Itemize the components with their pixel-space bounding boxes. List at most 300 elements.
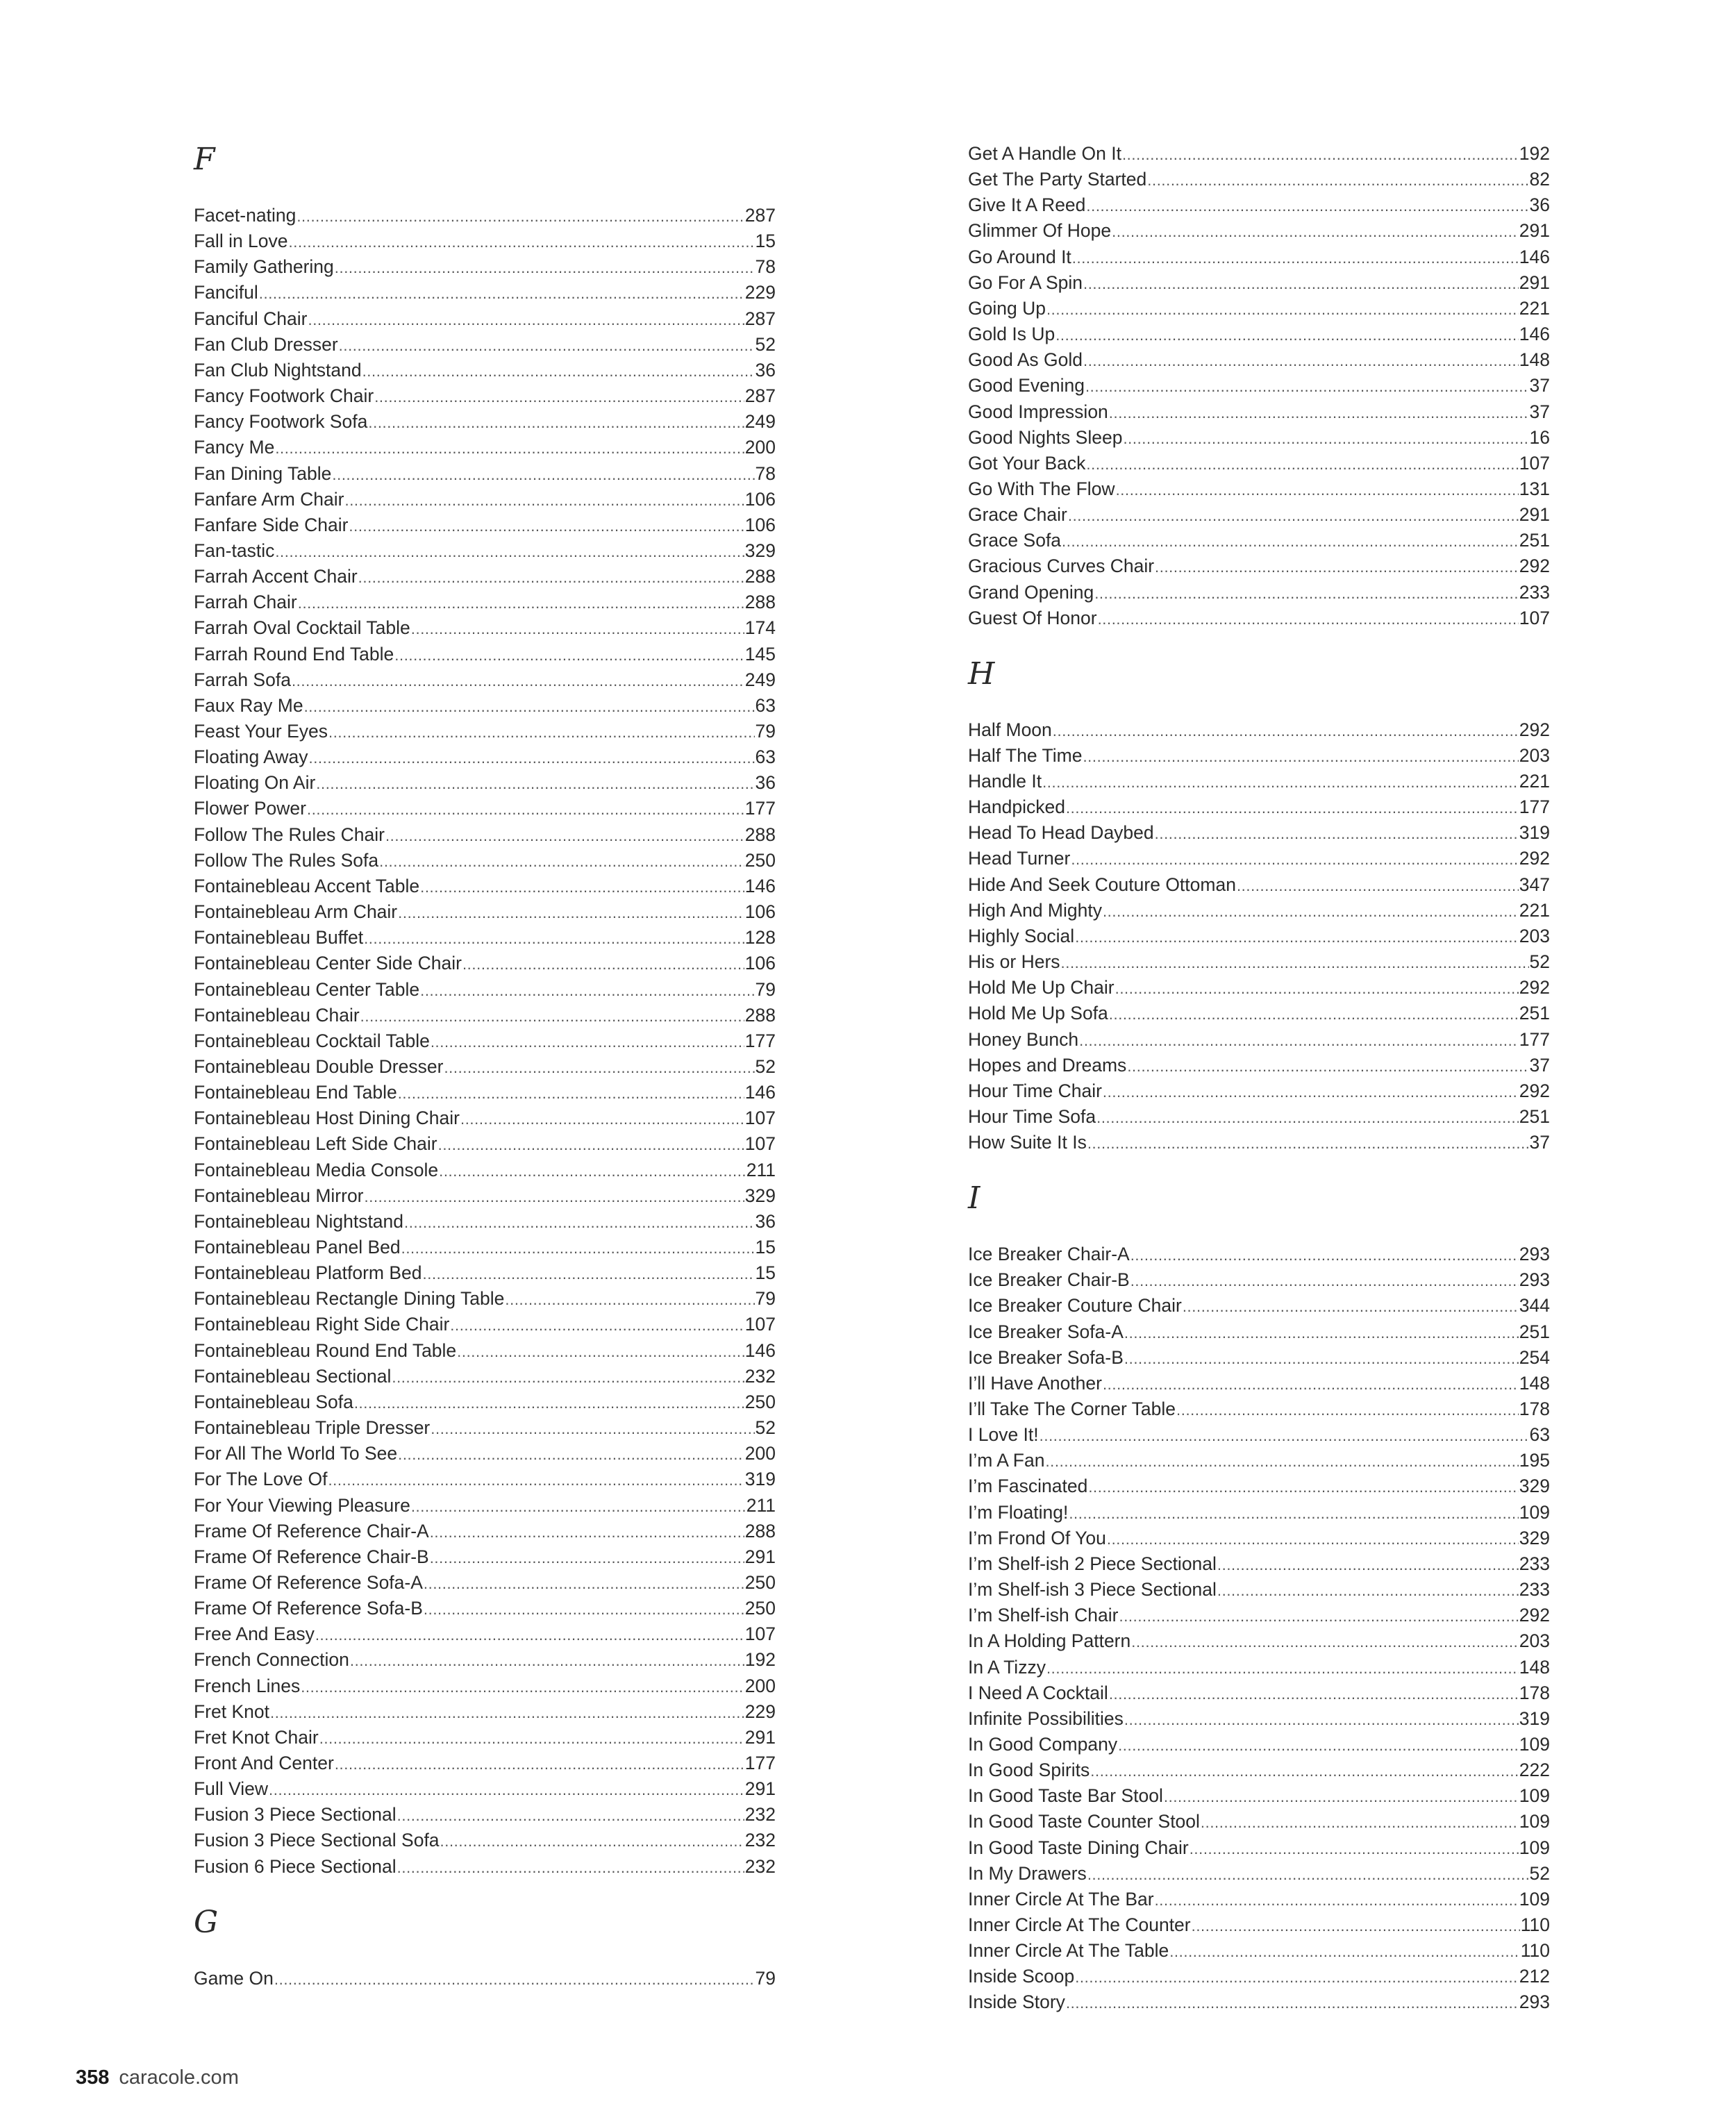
- entry-name: Give It A Reed: [968, 194, 1086, 216]
- section-letter-h: H: [968, 655, 995, 692]
- entry-name: Floating Away: [194, 746, 308, 768]
- entry-page-number: 78: [755, 462, 776, 484]
- entry-page-number: 203: [1519, 925, 1550, 946]
- entry-page-number: 319: [1519, 1707, 1550, 1729]
- entry-page-number: 109: [1519, 1501, 1550, 1523]
- entry-page-number: 329: [1519, 1527, 1550, 1548]
- dot-leader: [270, 1699, 744, 1725]
- entry-page-number: 106: [744, 488, 776, 510]
- index-entry: [194, 642, 776, 667]
- dot-leader: [1164, 1783, 1519, 1809]
- dot-leader: [289, 228, 755, 254]
- entry-name: French Lines: [194, 1675, 301, 1696]
- index-entry: [194, 1519, 776, 1544]
- entry-name: In Good Spirits: [968, 1760, 1090, 1781]
- index-entry: [194, 1312, 776, 1337]
- entry-name: Fontainebleau Center Side Chair: [194, 953, 462, 974]
- entry-page-number: 200: [744, 1675, 776, 1696]
- index-entry: [194, 1544, 776, 1570]
- entry-name: Fan Club Dresser: [194, 333, 338, 355]
- dot-leader: [1046, 296, 1519, 321]
- entry-name: Fan-tastic: [194, 540, 275, 561]
- dot-leader: [1087, 1130, 1529, 1155]
- dot-leader: [1109, 1001, 1519, 1026]
- dot-leader: [1109, 1680, 1519, 1706]
- entry-name: In Good Company: [968, 1733, 1118, 1755]
- entry-name: Frame Of Reference Chair-A: [194, 1520, 429, 1542]
- entry-page-number: 36: [755, 772, 776, 794]
- index-entry: [194, 538, 776, 564]
- entry-page-number: 146: [744, 1339, 776, 1361]
- index-entry: [968, 872, 1550, 898]
- index-entry: [194, 1028, 776, 1054]
- entry-page-number: 232: [744, 1855, 776, 1877]
- dot-leader: [1237, 872, 1519, 898]
- entry-page-number: 79: [755, 978, 776, 1000]
- dot-leader: [1053, 717, 1519, 743]
- index-entry: [194, 744, 776, 770]
- entry-name: Inside Story: [968, 1991, 1065, 2013]
- dot-leader: [1066, 1989, 1519, 2015]
- entry-name: Fall in Love: [194, 231, 288, 252]
- entry-page-number: 36: [755, 359, 776, 381]
- entry-page-number: 232: [744, 1365, 776, 1387]
- entry-page-number: 293: [1519, 1244, 1550, 1265]
- entry-name: Head Turner: [968, 848, 1071, 869]
- entry-page-number: 107: [744, 1108, 776, 1129]
- index-entry: [968, 1053, 1550, 1078]
- entry-page-number: 292: [1519, 977, 1550, 999]
- index-entry: [194, 1054, 776, 1080]
- entry-name: Gracious Curves Chair: [968, 555, 1155, 577]
- entry-name: Fontainebleau Host Dining Chair: [194, 1108, 460, 1129]
- index-entry: [194, 1467, 776, 1492]
- entry-name: Inner Circle At The Counter: [968, 1914, 1191, 1935]
- entry-page-number: 251: [1519, 1321, 1550, 1342]
- dot-leader: [1085, 373, 1529, 399]
- index-entry: [968, 141, 1550, 167]
- dot-leader: [420, 874, 744, 899]
- entry-page-number: 212: [1519, 1966, 1550, 1987]
- index-entry: [968, 1628, 1550, 1654]
- dot-leader: [1061, 949, 1529, 975]
- index-entry: [968, 1603, 1550, 1628]
- dot-leader: [1072, 244, 1519, 270]
- entry-page-number: 233: [1519, 1553, 1550, 1574]
- entry-name: Full View: [194, 1778, 269, 1800]
- entry-page-number: 178: [1519, 1398, 1550, 1419]
- entry-page-number: 15: [755, 231, 776, 252]
- entry-name: Fontainebleau Mirror: [194, 1185, 364, 1206]
- entry-page-number: 177: [744, 798, 776, 819]
- entry-name: Ice Breaker Chair-B: [968, 1269, 1130, 1291]
- dot-leader: [1118, 1732, 1519, 1757]
- entry-name: For Your Viewing Pleasure: [194, 1494, 410, 1516]
- entry-name: Ice Breaker Couture Chair: [968, 1295, 1182, 1317]
- entry-name: Faux Ray Me: [194, 694, 303, 716]
- dot-leader: [269, 1776, 744, 1802]
- entry-name: Fontainebleau Double Dresser: [194, 1055, 444, 1077]
- dot-leader: [275, 538, 744, 564]
- entry-name: For The Love Of: [194, 1469, 328, 1490]
- entry-name: Grace Chair: [968, 504, 1067, 526]
- entry-name: Frame Of Reference Sofa-A: [194, 1571, 423, 1593]
- entry-page-number: 79: [755, 721, 776, 742]
- index-entry: [968, 769, 1550, 794]
- entry-page-number: 291: [1519, 220, 1550, 242]
- entry-page-number: 249: [744, 411, 776, 433]
- entry-name: Facet-nating: [194, 205, 297, 226]
- entry-page-number: 192: [744, 1649, 776, 1671]
- entry-name: Hour Time Sofa: [968, 1105, 1096, 1127]
- dot-leader: [275, 435, 744, 460]
- entry-page-number: 148: [1519, 1656, 1550, 1678]
- dot-leader: [362, 358, 755, 383]
- index-entry: [968, 1130, 1550, 1155]
- entry-page-number: 288: [744, 566, 776, 587]
- entry-name: Fancy Footwork Chair: [194, 385, 374, 407]
- dot-leader: [1046, 1655, 1519, 1680]
- entry-page-number: 229: [744, 282, 776, 303]
- entry-page-number: 229: [744, 1701, 776, 1722]
- index-entry: [194, 899, 776, 925]
- entry-page-number: 232: [744, 1804, 776, 1826]
- entry-page-number: 148: [1519, 349, 1550, 371]
- dot-leader: [328, 1467, 744, 1492]
- entry-page-number: 36: [755, 1210, 776, 1232]
- index-entry: [194, 1751, 776, 1776]
- entry-page-number: 106: [744, 901, 776, 923]
- dot-leader: [431, 1028, 744, 1054]
- dot-leader: [1183, 1293, 1519, 1319]
- index-entry: [194, 1802, 776, 1828]
- dot-leader: [423, 1260, 755, 1286]
- entry-page-number: 293: [1519, 1269, 1550, 1291]
- entry-name: Hour Time Chair: [968, 1080, 1102, 1101]
- entry-page-number: 319: [744, 1469, 776, 1490]
- entry-name: Get A Handle On It: [968, 143, 1121, 164]
- dot-leader: [1124, 1706, 1519, 1732]
- index-entry: [968, 1989, 1550, 2015]
- entry-page-number: 63: [1529, 1424, 1550, 1446]
- entry-name: In Good Taste Bar Stool: [968, 1785, 1163, 1807]
- entry-page-number: 63: [755, 746, 776, 768]
- entry-page-number: 288: [744, 592, 776, 613]
- entry-name: French Connection: [194, 1649, 349, 1671]
- index-entry: [968, 296, 1550, 321]
- entry-page-number: 177: [1519, 1028, 1550, 1050]
- index-entry: [194, 693, 776, 719]
- entry-page-number: 52: [755, 1055, 776, 1077]
- entry-name: His or Hers: [968, 951, 1060, 973]
- entry-page-number: 106: [744, 514, 776, 535]
- entry-page-number: 329: [744, 540, 776, 561]
- index-entry: [194, 409, 776, 435]
- index-entry: [194, 1131, 776, 1157]
- dot-leader: [424, 1570, 744, 1596]
- index-entry: [968, 1526, 1550, 1551]
- entry-page-number: 288: [744, 1520, 776, 1542]
- dot-leader: [401, 1235, 755, 1260]
- dot-leader: [1190, 1835, 1519, 1861]
- index-entry: [968, 1396, 1550, 1422]
- index-entry: [194, 1158, 776, 1183]
- dot-leader: [1192, 1912, 1520, 1938]
- entry-page-number: 291: [1519, 504, 1550, 526]
- entry-page-number: 291: [744, 1546, 776, 1567]
- entry-page-number: 177: [744, 1753, 776, 1773]
- entry-page-number: 79: [755, 1967, 776, 1989]
- dot-leader: [319, 1725, 744, 1751]
- index-entry: [968, 1861, 1550, 1887]
- entry-page-number: 211: [746, 1494, 776, 1516]
- entry-name: Inside Scoop: [968, 1966, 1075, 1987]
- index-entry: [968, 244, 1550, 270]
- entry-page-number: 109: [1519, 1837, 1550, 1858]
- dot-leader: [1090, 1757, 1519, 1783]
- entry-name: Floating On Air: [194, 772, 316, 794]
- entry-page-number: 291: [1519, 271, 1550, 293]
- entry-page-number: 146: [744, 875, 776, 896]
- entry-name: Ice Breaker Sofa-A: [968, 1321, 1124, 1342]
- dot-leader: [398, 1080, 744, 1105]
- dot-leader: [420, 977, 754, 1003]
- entry-page-number: 36: [1529, 194, 1550, 216]
- index-entry: [968, 321, 1550, 347]
- entry-name: Fret Knot Chair: [194, 1726, 319, 1748]
- entry-name: Got Your Back: [968, 452, 1086, 474]
- index-entry: [968, 528, 1550, 553]
- entry-page-number: 250: [744, 1391, 776, 1412]
- entry-name: In Good Taste Dining Chair: [968, 1837, 1189, 1858]
- dot-leader: [1103, 898, 1519, 924]
- dot-leader: [368, 409, 744, 435]
- entry-name: Hide And Seek Couture Ottoman: [968, 874, 1236, 895]
- entry-page-number: 249: [744, 669, 776, 690]
- entry-name: Fan Club Nightstand: [194, 359, 362, 381]
- index-entry: [968, 949, 1550, 975]
- entry-page-number: 15: [755, 1262, 776, 1284]
- entry-name: Fontainebleau Center Table: [194, 978, 420, 1000]
- entry-name: Go For A Spin: [968, 271, 1083, 293]
- index-entry: [968, 1027, 1550, 1053]
- entry-name: Farrah Accent Chair: [194, 566, 358, 587]
- dot-leader: [349, 512, 744, 538]
- entry-name: Go With The Flow: [968, 478, 1115, 499]
- entry-name: For All The World To See: [194, 1443, 398, 1464]
- index-entry: [194, 951, 776, 976]
- entry-page-number: 203: [1519, 1630, 1550, 1652]
- dot-leader: [385, 822, 744, 848]
- dot-leader: [505, 1286, 754, 1312]
- dot-leader: [308, 306, 744, 332]
- dot-leader: [1096, 1104, 1519, 1130]
- entry-name: Flower Power: [194, 798, 306, 819]
- index-entry: [968, 373, 1550, 399]
- index-entry: [194, 1338, 776, 1364]
- entry-page-number: 52: [755, 1417, 776, 1439]
- entry-name: I’m Shelf-ish 2 Piece Sectional: [968, 1553, 1217, 1574]
- entry-page-number: 52: [1529, 1862, 1550, 1884]
- entry-name: Ice Breaker Chair-A: [968, 1244, 1130, 1265]
- entry-page-number: 291: [744, 1726, 776, 1748]
- entry-page-number: 232: [744, 1830, 776, 1851]
- entry-name: Fanfare Side Chair: [194, 514, 349, 535]
- index-entry: [968, 1655, 1550, 1680]
- index-entry: [968, 1267, 1550, 1293]
- entry-name: Fontainebleau Cocktail Table: [194, 1030, 430, 1051]
- entry-page-number: 233: [1519, 1579, 1550, 1601]
- index-entry: [968, 167, 1550, 192]
- dot-leader: [1107, 1526, 1519, 1551]
- entry-page-number: 145: [744, 643, 776, 665]
- entry-name: Fontainebleau Arm Chair: [194, 901, 398, 923]
- entry-page-number: 329: [1519, 1476, 1550, 1497]
- entry-name: Follow The Rules Sofa: [194, 849, 379, 871]
- dot-leader: [1124, 1345, 1519, 1371]
- index-entry: [194, 254, 776, 280]
- index-entry: [194, 1286, 776, 1312]
- dot-leader: [1071, 846, 1518, 871]
- entry-name: Fontainebleau End Table: [194, 1082, 397, 1103]
- dot-leader: [1040, 1422, 1529, 1448]
- entry-name: Fontainebleau Triple Dresser: [194, 1417, 431, 1439]
- dot-leader: [1217, 1577, 1519, 1603]
- index-entry: [968, 1912, 1550, 1938]
- entry-page-number: 107: [744, 1314, 776, 1335]
- entry-page-number: 106: [744, 953, 776, 974]
- entry-name: Fontainebleau Chair: [194, 1004, 360, 1026]
- dot-leader: [430, 1519, 744, 1544]
- entry-page-number: 250: [744, 849, 776, 871]
- index-entry: [194, 1003, 776, 1028]
- entry-name: I’ll Take The Corner Table: [968, 1398, 1176, 1419]
- entry-name: Go Around It: [968, 246, 1071, 267]
- entry-name: High And Mighty: [968, 899, 1102, 921]
- dot-leader: [332, 461, 754, 487]
- entry-page-number: 178: [1519, 1682, 1550, 1703]
- index-entry: [194, 874, 776, 899]
- dot-leader: [358, 564, 744, 590]
- entry-page-number: 78: [755, 256, 776, 278]
- entry-page-number: 195: [1519, 1450, 1550, 1471]
- entry-name: Frame Of Reference Chair-B: [194, 1546, 429, 1567]
- entry-page-number: 221: [1519, 899, 1550, 921]
- entry-name: Good Impression: [968, 401, 1108, 422]
- index-entry: [968, 1757, 1550, 1783]
- entry-page-number: 292: [1519, 1605, 1550, 1626]
- index-entry: [968, 1706, 1550, 1732]
- index-entry: [194, 1596, 776, 1621]
- index-entry: [194, 1235, 776, 1260]
- page-footer: [76, 2064, 239, 2091]
- dot-leader: [1086, 451, 1518, 476]
- entry-page-number: 287: [744, 205, 776, 226]
- index-entry: [194, 306, 776, 332]
- index-entry: [194, 796, 776, 821]
- entry-page-number: 288: [744, 824, 776, 845]
- index-entry: [968, 1809, 1550, 1835]
- entry-name: Fan Dining Table: [194, 462, 332, 484]
- entry-name: Fontainebleau Sofa: [194, 1391, 353, 1412]
- index-entry: [194, 1854, 776, 1880]
- dot-leader: [316, 770, 754, 796]
- dot-leader: [1131, 1628, 1519, 1654]
- entry-page-number: 288: [744, 1004, 776, 1026]
- dot-leader: [1103, 1371, 1519, 1396]
- dot-leader: [1122, 141, 1519, 167]
- dot-leader: [1068, 502, 1519, 528]
- entry-name: Fancy Me: [194, 437, 275, 458]
- dot-leader: [424, 1596, 744, 1621]
- index-entry: [194, 461, 776, 487]
- entry-page-number: 251: [1519, 1003, 1550, 1024]
- entry-page-number: 148: [1519, 1372, 1550, 1394]
- index-entry: [194, 1776, 776, 1802]
- entry-page-number: 16: [1529, 426, 1550, 448]
- entry-name: Fontainebleau Accent Table: [194, 875, 420, 896]
- index-entry: [194, 1966, 776, 1991]
- entry-page-number: 347: [1519, 874, 1550, 895]
- entry-name: I’m Fascinated: [968, 1476, 1088, 1497]
- index-entry: [968, 1104, 1550, 1130]
- entry-name: Infinite Possibilities: [968, 1707, 1124, 1729]
- entry-page-number: 222: [1519, 1760, 1550, 1781]
- dot-leader: [1062, 528, 1519, 553]
- index-entry: [968, 975, 1550, 1001]
- dot-leader: [1155, 1887, 1519, 1912]
- site-url: caracole.com: [119, 2066, 239, 2089]
- entry-page-number: 146: [744, 1082, 776, 1103]
- dot-leader: [298, 590, 744, 615]
- entry-name: Fusion 3 Piece Sectional Sofa: [194, 1830, 440, 1851]
- entry-name: I’ll Have Another: [968, 1372, 1102, 1394]
- dot-leader: [1086, 192, 1528, 218]
- index-entry: [194, 590, 776, 615]
- entry-page-number: 131: [1519, 478, 1550, 499]
- dot-leader: [397, 1854, 744, 1880]
- dot-leader: [1176, 1396, 1519, 1422]
- entry-page-number: 251: [1519, 1105, 1550, 1127]
- entry-name: Fancy Footwork Sofa: [194, 411, 368, 433]
- entry-name: Handle It: [968, 771, 1042, 792]
- index-entry: [968, 192, 1550, 218]
- index-entry: [194, 512, 776, 538]
- dot-leader: [328, 719, 755, 744]
- entry-name: I Need A Cocktail: [968, 1682, 1108, 1703]
- entry-name: Fontainebleau Buffet: [194, 927, 364, 949]
- dot-leader: [301, 1673, 744, 1699]
- entry-name: Grand Opening: [968, 581, 1094, 603]
- index-entry: [968, 425, 1550, 451]
- entry-name: Good Evening: [968, 375, 1085, 396]
- index-entry: [194, 977, 776, 1003]
- index-entry: [968, 1001, 1550, 1026]
- index-entry: [194, 615, 776, 641]
- index-entry: [968, 924, 1550, 949]
- entry-name: Fontainebleau Round End Table: [194, 1339, 457, 1361]
- dot-leader: [1075, 924, 1519, 949]
- entry-name: Honey Bunch: [968, 1028, 1079, 1050]
- entry-name: Half The Time: [968, 744, 1083, 766]
- entry-name: Fanciful: [194, 282, 258, 303]
- dot-leader: [365, 1183, 744, 1209]
- entry-name: In A Tizzy: [968, 1656, 1046, 1678]
- entry-name: In A Holding Pattern: [968, 1630, 1131, 1652]
- entry-page-number: 287: [744, 385, 776, 407]
- dot-leader: [1079, 1027, 1519, 1053]
- index-entry: [968, 270, 1550, 296]
